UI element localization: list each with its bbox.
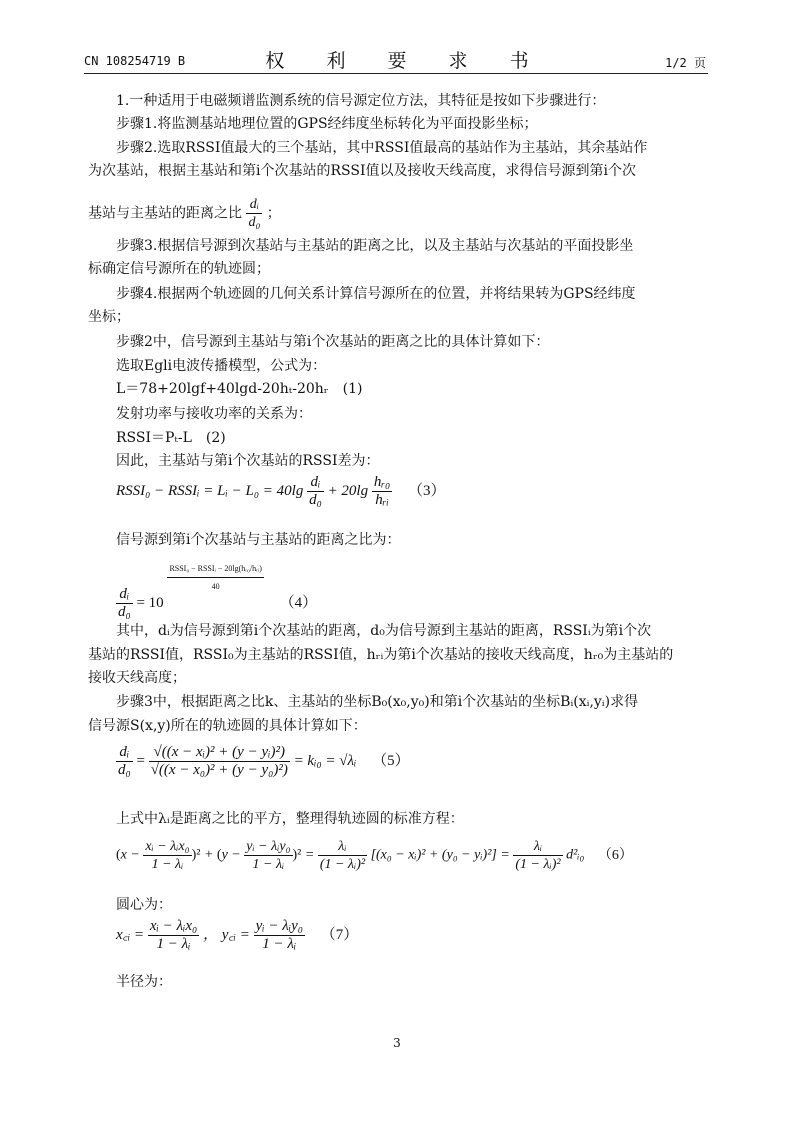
eq7-x-den: 1 − λᵢ	[156, 936, 191, 952]
claim-line-5	[88, 196, 281, 231]
eq4-exponent	[167, 560, 263, 595]
claim-line-6: 步骤3.根据信号源到次基站与主基站的距离之比，以及主基站与次基站的平面投影坐	[116, 238, 634, 254]
eq6-a-num: xᵢ − λᵢx₀	[145, 839, 190, 854]
eq5-eq: =	[136, 752, 149, 769]
eq5-r-num: √((x − xᵢ)² + (y − yᵢ)²)	[149, 744, 290, 762]
eq7-x-num: xᵢ − λᵢx₀	[149, 918, 198, 934]
eq6-a-den: 1 − λᵢ	[151, 857, 184, 872]
eq3-lhs: RSSI₀ − RSSIᵢ = Lᵢ − L₀ = 40lg	[116, 482, 304, 499]
eq4-num: dᵢ	[116, 586, 133, 604]
claim-line-9: 坐标；	[88, 309, 130, 325]
eq6-d-num: λᵢ	[513, 838, 562, 856]
eq5-rhs: = kᵢ₀ = √λᵢ	[293, 752, 357, 769]
eq4-exp-num: RSSI₀ − RSSIᵢ − 20lg(hᵣ₀/hᵣᵢ)	[167, 560, 263, 578]
claim-line-14: RSSI＝Pₜ-L (2)	[116, 430, 226, 446]
claim-line-18: 基站的RSSI值，RSSI₀为主基站的RSSI值，hᵣᵢ为第i个次基站的接收天线高度，hᵣ₀为主基站的	[88, 647, 674, 663]
eq3-f2-den: hᵣᵢ	[375, 492, 389, 508]
claim-line-21: 信号源S(x,y)所在的轨迹圆的具体计算如下：	[88, 718, 367, 734]
eq7-frac-y	[254, 918, 305, 953]
eq5-tag: （5）	[372, 752, 410, 769]
eq7-tag: （7）	[320, 926, 359, 943]
claim-line-11: 选取Egli电波传播模型，公式为：	[116, 358, 327, 374]
eq3-f1-den: d₀	[309, 492, 322, 508]
claim-line-23: 圆心为：	[116, 897, 172, 913]
equation-7	[116, 918, 358, 953]
equation-6: (x − $\frac{\text{xᵢ − λᵢx₀}}{\text{1 − λᵢ}}$ )² + (y − $\frac{\text{yᵢ − λᵢy₀}}{\text{1 − λᵢ}}$ )² = $\frac{\text{λᵢ}}{\text{(1 − λᵢ)²}}$ [(x₀ − xᵢ)² + (y₀ − yᵢ)²] = $\frac{\text{λᵢ}}{\text{(1 − λᵢ)²}}$ d²ᵢ₀ （6）	[116, 839, 633, 872]
eq4-tag: （4）	[279, 595, 318, 611]
eq7-yc: ， y꜀ᵢ =	[203, 926, 254, 943]
eq6-frac-b	[244, 838, 292, 873]
claim-line-2: 步骤1.将监测基站地理位置的GPS经纬度坐标转化为平面投影坐标；	[116, 116, 538, 132]
eq6-tag: （6）	[597, 847, 633, 863]
eq6-frac-a	[143, 838, 191, 873]
eq5-fraction-d	[116, 744, 133, 779]
eq6-c-num: λᵢ	[318, 838, 367, 856]
claim-line-16: 信号源到第i个次基站与主基站的距离之比为：	[116, 532, 401, 548]
claim-line-12: L＝78+20lgf+40lgd-20hₜ-20hᵣ (1)	[116, 381, 363, 397]
eq6-tail: d²ᵢ₀	[566, 847, 585, 863]
ratio-inline-fraction	[246, 196, 262, 231]
eq7-y-den: 1 − λᵢ	[262, 936, 297, 952]
eq5-num: dᵢ	[116, 744, 133, 762]
claim-line-15: 因此，主基站与第i个次基站的RSSI差为：	[116, 453, 380, 469]
eq5-fraction-sqrt	[149, 744, 290, 779]
eq6-b-num: yᵢ − λᵢy₀	[246, 839, 291, 854]
eq3-f1-num: dᵢ	[307, 474, 324, 492]
eq7-frac-x	[148, 918, 199, 953]
claim-line-17: 其中，dᵢ为信号源到第i个次基站的距离，d₀为信号源到主基站的距离，RSSIᵢ为第i个次	[116, 623, 652, 639]
eq7-xc: x꜀ᵢ =	[116, 926, 148, 943]
eq7-y-num: yᵢ − λᵢy₀	[255, 918, 303, 934]
claim-line-7: 标确定信号源所在的轨迹圆；	[88, 261, 270, 277]
eq5-r-den: √((x − x₀)² + (y − y₀)²)	[150, 762, 288, 778]
eq6-open-b: (	[216, 847, 222, 863]
ratio-inline-den: d₀	[248, 215, 261, 230]
eq6-close-b: )²	[292, 847, 302, 863]
header-patent-number: CN 108254719 B	[84, 54, 186, 68]
claim-line-10: 步骤2中，信号源到主基站与第i个次基站的距离之比的具体计算如下：	[116, 334, 550, 350]
eq5-den: d₀	[118, 762, 131, 778]
eq6-b-den: 1 − λᵢ	[252, 857, 285, 872]
claim-line-24: 半径为：	[116, 974, 172, 990]
equation-3	[116, 474, 446, 509]
eq6-open: (	[116, 847, 121, 863]
eq3-fraction-h	[372, 474, 392, 509]
page-number: 3	[393, 1036, 401, 1050]
claim-line-5-end: ；	[266, 205, 281, 222]
claim-line-8: 步骤4.根据两个轨迹圆的几何关系计算信号源所在的位置，并将结果转为GPS经纬度	[116, 286, 636, 302]
eq6-close-a: )²	[191, 847, 201, 863]
eq6-d-den: (1 − λᵢ)²	[515, 857, 561, 872]
eq4-exp-den: 40	[211, 582, 220, 591]
header-page-of: 1/2 页	[665, 56, 706, 70]
claim-line-22: 上式中λᵢ是距离之比的平方，整理得轨迹圆的标准方程：	[116, 811, 464, 827]
eq6-bracket: [(x₀ − xᵢ)² + (y₀ − yᵢ)²]	[370, 847, 497, 863]
equation-4	[116, 560, 317, 621]
claim-line-5-text: 基站与主基站的距离之比	[88, 205, 242, 222]
claim-line-19: 接收天线高度；	[88, 670, 186, 686]
eq3-tag: （3）	[408, 482, 446, 499]
ratio-inline-num: dᵢ	[246, 196, 262, 214]
eq4-fraction	[116, 586, 133, 621]
eq6-c-den: (1 − λᵢ)²	[319, 857, 366, 872]
eq4-den: d₀	[118, 604, 131, 621]
claim-line-1: 1.一种适用于电磁频谱监测系统的信号源定位方法，其特征是按如下步骤进行：	[116, 93, 606, 109]
eq3-mid: + 20lg	[327, 482, 369, 499]
header-rule	[84, 73, 708, 74]
header-doc-title: 权 利 要 求 书	[265, 50, 547, 72]
claim-line-20: 步骤3中，根据距离之比k、主基站的坐标B₀(x₀,y₀)和第i个次基站的坐标Bᵢ(xᵢ,yᵢ)求得	[116, 694, 639, 710]
eq6-frac-d	[513, 838, 562, 873]
claim-line-13: 发射功率与接收功率的关系为：	[116, 406, 312, 422]
claim-line-3: 步骤2.选取RSSI值最大的三个基站，其中RSSI值最高的基站作为主基站，其余基站作	[116, 140, 648, 156]
eq4-eq: = 10	[136, 595, 164, 611]
claim-line-4: 为次基站，根据主基站和第i个次基站的RSSI值以及接收天线高度，求得信号源到第i个次	[88, 163, 636, 179]
eq3-fraction-d	[307, 474, 324, 509]
eq6-frac-c	[318, 838, 367, 873]
eq3-f2-num: hᵣ₀	[373, 474, 391, 490]
equation-5	[116, 744, 410, 779]
